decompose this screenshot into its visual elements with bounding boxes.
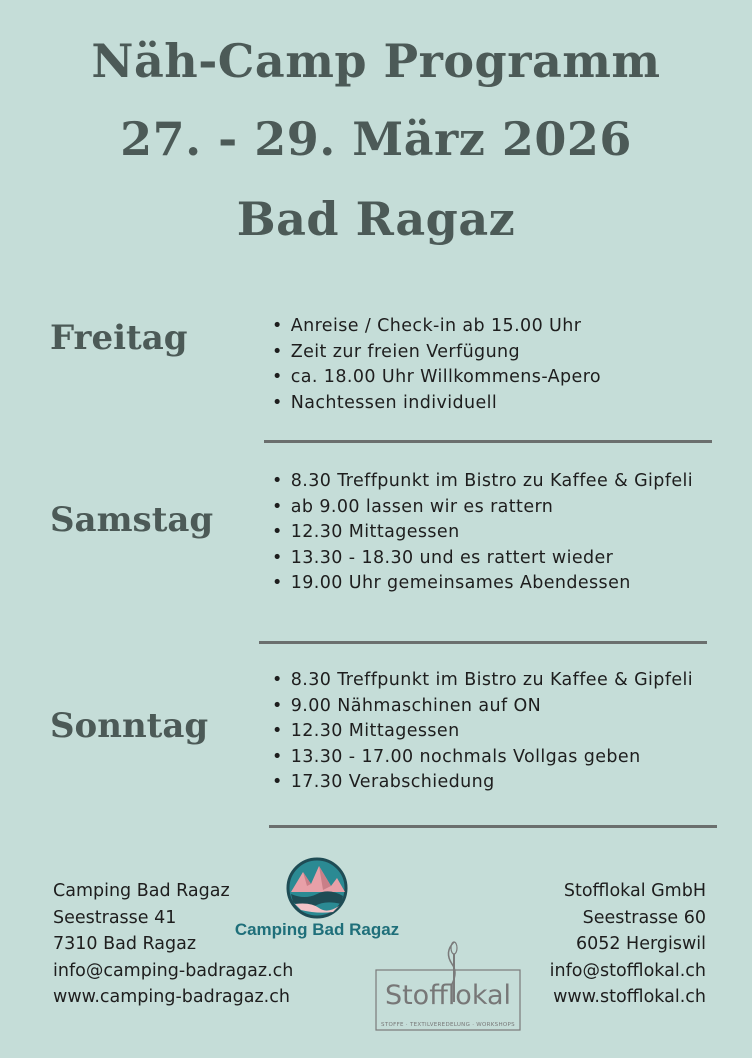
- list-item: • 12.30 Mittagessen: [272, 719, 693, 745]
- divider: [269, 825, 717, 828]
- list-item: • Zeit zur freien Verfügung: [272, 340, 601, 366]
- list-item: • ab 9.00 lassen wir es rattern: [272, 495, 693, 521]
- list-item: • Anreise / Check-in ab 15.00 Uhr: [272, 314, 601, 340]
- stofflokal-email: info@stofflokal.ch: [549, 960, 706, 981]
- camping-city: 7310 Bad Ragaz: [53, 934, 197, 954]
- list-item: • ca. 18.00 Uhr Willkommens-Apero: [272, 365, 601, 391]
- list-item: • Nachtessen individuell: [272, 391, 601, 417]
- stofflokal-address: [550, 878, 706, 1011]
- camping-email: info@camping-badragaz.ch: [53, 960, 294, 981]
- camping-street: Seestrasse 41: [53, 907, 177, 928]
- program-location: Bad Ragaz: [236, 192, 516, 246]
- stofflokal-website: www.stofflokal.ch: [553, 987, 706, 1007]
- day-label-samstag: Samstag: [50, 500, 214, 540]
- camping-website: www.camping-badragaz.ch: [53, 987, 290, 1007]
- divider: [259, 641, 707, 644]
- list-item: • 12.30 Mittagessen: [272, 520, 693, 546]
- list-item: • 13.30 - 17.00 nochmals Vollgas geben: [272, 745, 693, 771]
- day-label-sonntag: Sonntag: [50, 706, 209, 746]
- list-item: • 8.30 Treffpunkt im Bistro zu Kaffee & Gipfeli: [272, 469, 693, 495]
- camping-address: [53, 878, 293, 1011]
- list-item: • 19.00 Uhr gemeinsames Abendessen: [272, 571, 693, 597]
- stofflokal-city: 6052 Hergiswil: [575, 934, 706, 954]
- program-title: Näh-Camp Programm: [91, 34, 661, 88]
- stofflokal-logo-tagline: STOFFE · TEXTILVEREDELUNG · WORKSHOPS: [381, 1022, 515, 1028]
- list-item: • 17.30 Verabschiedung: [272, 770, 693, 796]
- day-list-samstag: [272, 469, 693, 597]
- list-item: • 9.00 Nähmaschinen auf ON: [272, 694, 693, 720]
- program-dates: 27. - 29. März 2026: [120, 112, 632, 166]
- list-item: • 13.30 - 18.30 und es rattert wieder: [272, 546, 693, 572]
- stofflokal-name: Stofflokal GmbH: [563, 881, 706, 901]
- day-list-freitag: [272, 314, 601, 416]
- mountain-badge-icon: [285, 856, 349, 920]
- stofflokal-logo-text: Stofflokal: [384, 980, 512, 1011]
- day-label-freitag: Freitag: [50, 318, 188, 358]
- camping-logo-text: Camping Bad Ragaz: [234, 920, 400, 939]
- camping-name: Camping Bad Ragaz: [53, 881, 230, 901]
- day-list-sonntag: [272, 668, 693, 796]
- list-item: • 8.30 Treffpunkt im Bistro zu Kaffee & Gipfeli: [272, 668, 693, 694]
- divider: [264, 440, 712, 443]
- stofflokal-street: Seestrasse 60: [582, 907, 706, 928]
